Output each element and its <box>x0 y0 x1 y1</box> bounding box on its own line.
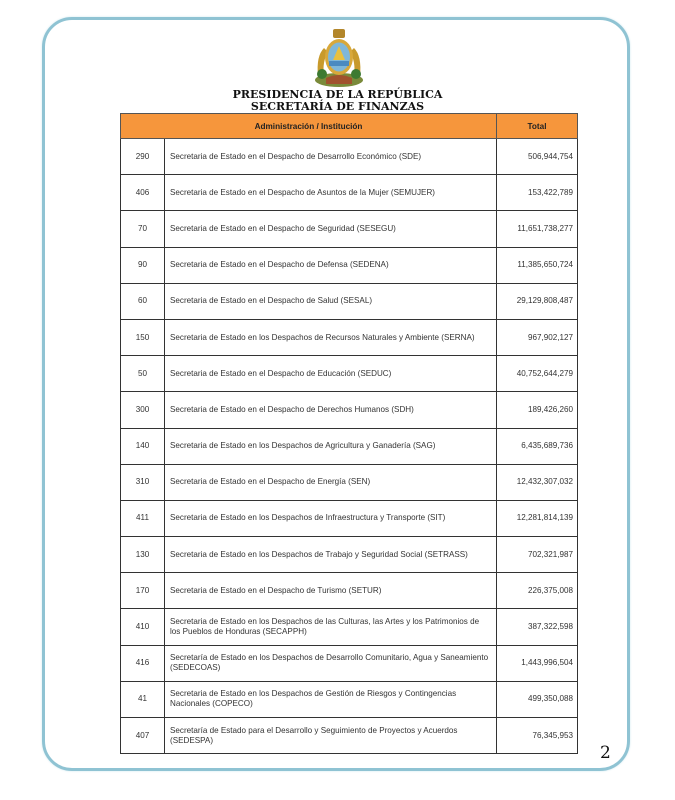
row-code: 410 <box>121 609 165 645</box>
table-row <box>121 283 578 319</box>
row-total: 226,375,008 <box>497 573 578 609</box>
row-total: 11,651,738,277 <box>497 211 578 247</box>
table-row <box>121 718 578 754</box>
table-row <box>121 609 578 645</box>
budget-table <box>120 113 578 754</box>
row-institution: Secretaria de Estado en los Despachos de Gestión de Riesgos y Contingencias Nacionales (COPECO) <box>165 681 497 717</box>
table-row <box>121 428 578 464</box>
row-institution: Secretaria de Estado en el Despacho de Turismo (SETUR) <box>165 573 497 609</box>
table-row <box>121 464 578 500</box>
row-institution: Secretaria de Estado en los Despachos de Agricultura y Ganadería (SAG) <box>165 428 497 464</box>
row-code: 290 <box>121 139 165 175</box>
row-institution: Secretaria de Estado en el Despacho de Educación (SEDUC) <box>165 356 497 392</box>
row-total: 11,385,650,724 <box>497 247 578 283</box>
table-row <box>121 500 578 536</box>
row-total: 189,426,260 <box>497 392 578 428</box>
row-institution: Secretaria de Estado en los Despachos de Trabajo y Seguridad Social (SETRASS) <box>165 537 497 573</box>
coat-of-arms-seal <box>312 26 366 88</box>
row-code: 407 <box>121 718 165 754</box>
row-total: 12,281,814,139 <box>497 500 578 536</box>
table-row <box>121 681 578 717</box>
row-total: 1,443,996,504 <box>497 645 578 681</box>
row-code: 140 <box>121 428 165 464</box>
table-row <box>121 175 578 211</box>
row-code: 50 <box>121 356 165 392</box>
row-institution: Secretaria de Estado en el Despacho de Salud (SESAL) <box>165 283 497 319</box>
row-institution: Secretaría de Estado para el Desarrollo y Seguimiento de Proyectos y Acuerdos (SEDESPA) <box>165 718 497 754</box>
table-row <box>121 319 578 355</box>
row-institution: Secretaria de Estado en los Despachos de Recursos Naturales y Ambiente (SERNA) <box>165 319 497 355</box>
table-header-row <box>121 114 578 139</box>
row-total: 967,902,127 <box>497 319 578 355</box>
row-code: 70 <box>121 211 165 247</box>
table-row <box>121 392 578 428</box>
row-institution: Secretaria de Estado en los Despachos de las Culturas, las Artes y los Patrimonios de los Pueblos de Honduras (SECAPPH) <box>165 609 497 645</box>
row-institution: Secretaria de Estado en el Despacho de Desarrollo Económico (SDE) <box>165 139 497 175</box>
table-row <box>121 537 578 573</box>
row-code: 90 <box>121 247 165 283</box>
row-institution: Secretaria de Estado en el Despacho de Derechos Humanos (SDH) <box>165 392 497 428</box>
row-code: 406 <box>121 175 165 211</box>
column-header-institucion: Administración / Institución <box>121 114 497 139</box>
table-row <box>121 356 578 392</box>
row-code: 416 <box>121 645 165 681</box>
row-institution: Secretaria de Estado en el Despacho de Seguridad (SESEGU) <box>165 211 497 247</box>
row-total: 29,129,808,487 <box>497 283 578 319</box>
row-code: 411 <box>121 500 165 536</box>
row-total: 387,322,598 <box>497 609 578 645</box>
row-total: 153,422,789 <box>497 175 578 211</box>
row-total: 702,321,987 <box>497 537 578 573</box>
row-institution: Secretaria de Estado en el Despacho de Asuntos de la Mujer (SEMUJER) <box>165 175 497 211</box>
row-total: 12,432,307,032 <box>497 464 578 500</box>
row-code: 170 <box>121 573 165 609</box>
row-institution: Secretaria de Estado en el Despacho de Energía (SEN) <box>165 464 497 500</box>
row-total: 76,345,953 <box>497 718 578 754</box>
row-total: 506,944,754 <box>497 139 578 175</box>
header-secretaria: SECRETARÍA DE FINANZAS <box>250 100 425 113</box>
row-code: 300 <box>121 392 165 428</box>
header-presidencia: PRESIDENCIA DE LA REPÚBLICA <box>232 88 443 101</box>
table-row <box>121 247 578 283</box>
table-row <box>121 645 578 681</box>
row-code: 310 <box>121 464 165 500</box>
row-institution: Secretaría de Estado en los Despachos de Desarrollo Comunitario, Agua y Saneamiento (SEDECOAS) <box>165 645 497 681</box>
row-code: 60 <box>121 283 165 319</box>
row-total: 6,435,689,736 <box>497 428 578 464</box>
column-header-total: Total <box>497 114 578 139</box>
row-code: 130 <box>121 537 165 573</box>
row-code: 150 <box>121 319 165 355</box>
row-code: 41 <box>121 681 165 717</box>
table-row <box>121 139 578 175</box>
row-institution: Secretaria de Estado en el Despacho de Defensa (SEDENA) <box>165 247 497 283</box>
table-row <box>121 573 578 609</box>
row-total: 40,752,644,279 <box>497 356 578 392</box>
row-institution: Secretaria de Estado en los Despachos de Infraestructura y Transporte (SIT) <box>165 500 497 536</box>
row-total: 499,350,088 <box>497 681 578 717</box>
page-number: 2 <box>600 743 611 763</box>
table-row <box>121 211 578 247</box>
